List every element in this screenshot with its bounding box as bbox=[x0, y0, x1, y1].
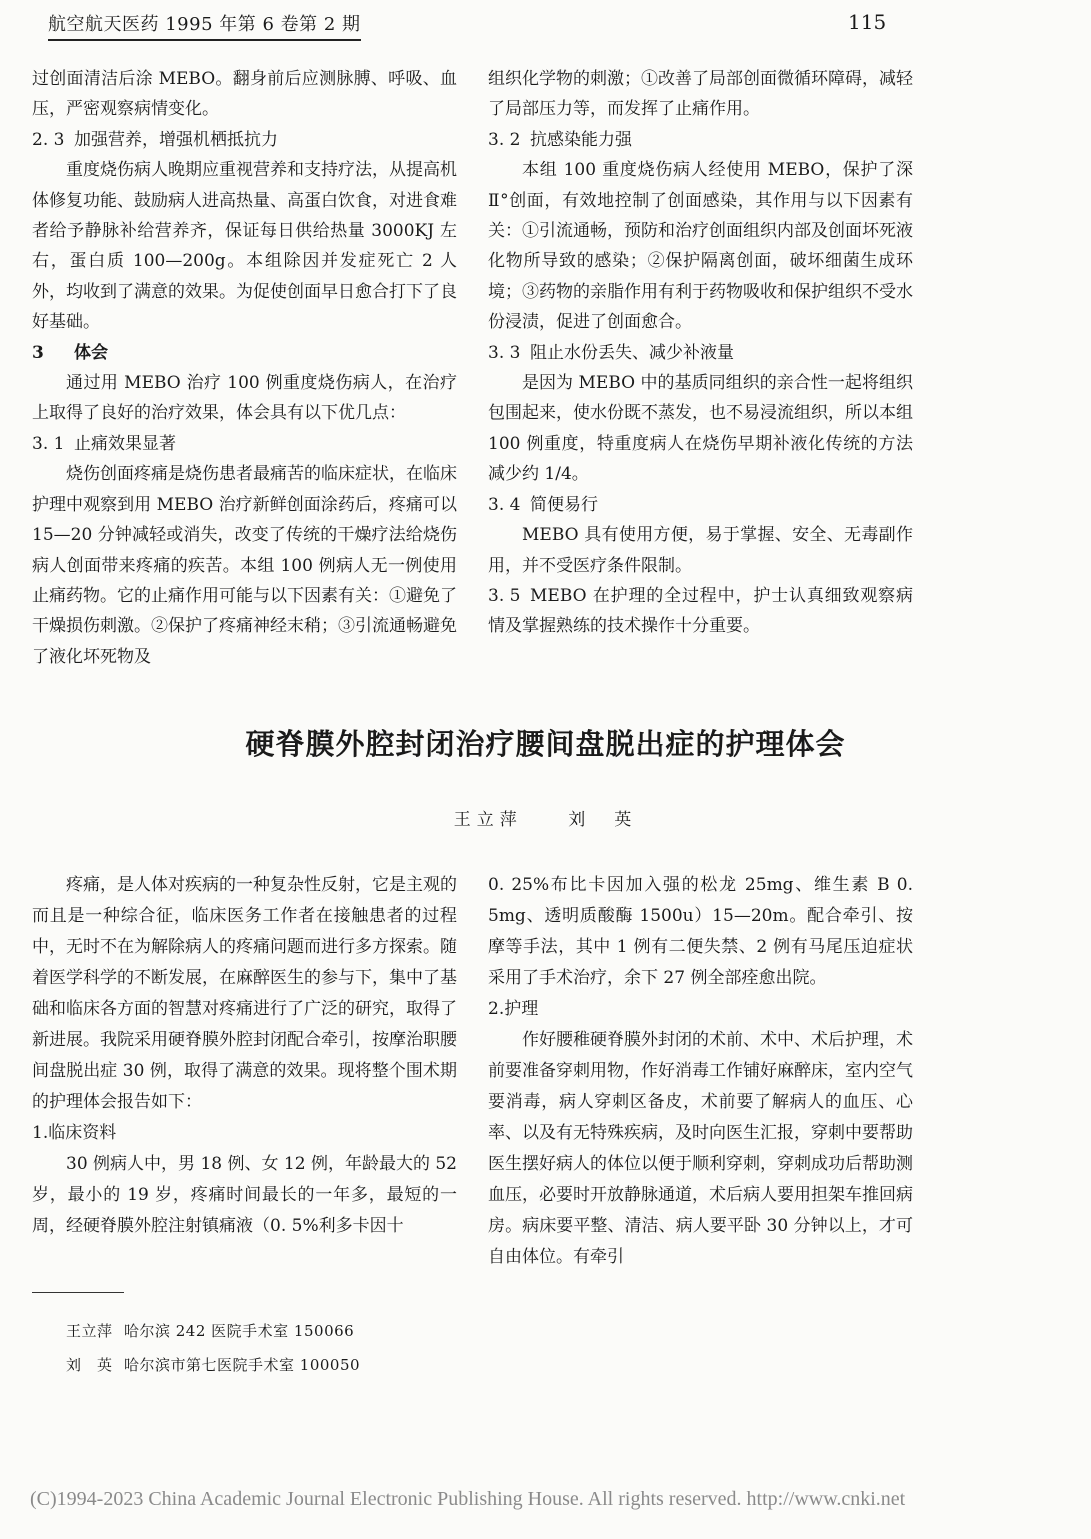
author-2: 刘 英 bbox=[568, 810, 638, 830]
heading-text: 体会 bbox=[74, 342, 108, 363]
page-number: 115 bbox=[848, 10, 887, 34]
footnote-2-name: 刘 英 bbox=[66, 1356, 113, 1374]
subsection-heading bbox=[488, 994, 913, 1025]
footnote-2 bbox=[66, 1354, 360, 1375]
heading-number: 1. bbox=[32, 1123, 49, 1143]
footnote-2-affiliation: 哈尔滨市第七医院手术室 100050 bbox=[124, 1356, 361, 1374]
heading-number: 2. bbox=[488, 999, 505, 1019]
paragraph: 疼痛，是人体对疾病的一种复杂性反射，它是主观的而且是一种综合征，临床医务工作者在接触患者的过程中，无时不在为解除病人的疼痛问题而进行多方探索。随着医学科学的不断发展，在麻醉医生的参与下，集中了基础和临床各方面的智慧对疼痛进行了广泛的研究，取得了新进展。我院采用硬脊膜外腔封闭配合牵引，按摩治职腰间盘脱出症 30 例，取得了满意的效果。现将整个围术期的护理体会报告如下： bbox=[32, 875, 457, 1112]
heading-text: 加强营养，增强机栖抵抗力 bbox=[74, 129, 278, 150]
paragraph: 烧伤创面疼痛是烧伤患者最痛苦的临床症状，在临床护理中观察到用 MEBO 治疗新鲜创面涂药后，疼痛可以 15—20 分钟减轻或消失，改变了传统的干燥疗法给烧伤病人创面带来疼痛的疾苦。本组 100 例病人无一例使用止痛药物。它的止痛作用可能与以下因素有关：①避免了干燥损伤刺激。②保护了疼痛神经末稍；③引流通畅避免了液化坏死物及 bbox=[32, 464, 457, 667]
paragraph: 是因为 MEBO 中的基质同组织的亲合性一起将组织包围起来，使水份既不蒸发，也不易浸流组织，所以本组 100 例重度，特重度病人在烧伤早期补液化传统的方法减少约 1/4。 bbox=[488, 373, 913, 485]
footnote-1 bbox=[66, 1320, 354, 1341]
heading-number: 2. 3 bbox=[32, 129, 65, 150]
paragraph: 作好腰稚硬脊膜外封闭的术前、术中、术后护理，术前要准备穿刺用物，作好消毒工作铺好麻醉床，室内空气要消毒，病人穿刺区备皮，术前要了解病人的血压、心率、以及有无特殊疾病，及时向医生汇报，穿刺中要帮助医生摆好病人的体位以便于顺利穿刺，穿刺成功后帮助测血压，必要时开放静脉通道，术后病人要用担架车推回病房。病床要平整、清洁、病人要平卧 30 分钟以上，才可自由体位。有牵引 bbox=[488, 1030, 913, 1267]
paragraph: 0. 25%布比卡因加入强的松龙 25mg、维生素 B 0. 5mg、透明质酸酶 1500u）15—20m。配合牵引、按摩等手法，其中 1 例有二便失禁、2 例有马尾压迫症状采用了手术治疗，余下 27 例全部痊愈出院。 bbox=[488, 875, 913, 988]
heading-number: 3. 3 bbox=[488, 342, 521, 363]
article-title: 硬脊膜外腔封闭治疗腰间盘脱出症的护理体会 bbox=[245, 727, 846, 761]
footnote-rule bbox=[32, 1292, 124, 1293]
lower-right-column bbox=[488, 870, 913, 1273]
footnote-1-name: 王立萍 bbox=[66, 1322, 113, 1340]
subsection-heading bbox=[32, 429, 457, 459]
subsection-heading bbox=[32, 1118, 457, 1149]
heading-number: 3. 4 bbox=[488, 494, 521, 515]
heading-text: 护理 bbox=[504, 999, 539, 1019]
heading-number: 3. 1 bbox=[32, 433, 65, 454]
heading-text: 止痛效果显著 bbox=[74, 433, 176, 454]
paragraph: 通过用 MEBO 治疗 100 例重度烧伤病人，在治疗上取得了良好的治疗效果，体会具有以下优几点： bbox=[32, 373, 457, 424]
heading-text: MEBO 在护理的全过程中，护士认真细致观察病情及掌握熟练的技术操作十分重要。 bbox=[488, 585, 913, 637]
paragraph: 过创面清洁后涂 MEBO。翻身前后应测脉膊、呼吸、血压，严密观察病情变化。 bbox=[32, 69, 457, 120]
heading-text: 简便易行 bbox=[530, 494, 598, 515]
heading-text: 抗感染能力强 bbox=[530, 129, 632, 150]
heading-number: 3 bbox=[32, 342, 44, 363]
lower-left-column bbox=[32, 870, 457, 1242]
section-heading bbox=[32, 338, 457, 368]
subsection-heading bbox=[488, 125, 913, 155]
footnote-1-affiliation: 哈尔滨 242 医院手术室 150066 bbox=[124, 1322, 355, 1340]
subsection-heading bbox=[488, 490, 913, 520]
heading-text: 临床资料 bbox=[48, 1123, 117, 1143]
subsection-heading bbox=[32, 125, 457, 155]
paragraph: 组织化学物的刺激；①改善了局部创面微循环障碍，减轻了局部压力等，而发挥了止痛作用。 bbox=[488, 69, 913, 120]
upper-left-column bbox=[32, 64, 457, 672]
copyright-notice: (C)1994-2023 China Academic Journal Electronic Publishing House. All rights reserved. http://www.cnki.net bbox=[30, 1488, 906, 1510]
paragraph: 重度烧伤病人晚期应重视营养和支持疗法，从提高机体修复功能、鼓励病人进高热量、高蛋白饮食，对进食难者给予静脉补给营养齐，保证每日供给热量 3000KJ 左右，蛋白质 100—200g。本组除因并发症死亡 2 人外，均收到了满意的效果。为促使创面早日愈合打下了良好基础。 bbox=[32, 160, 457, 333]
paragraph: 本组 100 重度烧伤病人经使用 MEBO，保护了深Ⅱ°创面，有效地控制了创面感染，其作用与以下因素有关：①引流通畅，预防和治疗创面组织内部及创面坏死液化物所导致的感染；②保护隔离创面，破坏细菌生成环境；③药物的亲脂作用有利于药物吸收和保护组织不受水份浸渍，促进了创面愈合。 bbox=[488, 160, 913, 333]
heading-number: 3. 5 bbox=[488, 585, 521, 606]
journal-header: 航空航天医药 1995 年第 6 卷第 2 期 bbox=[48, 10, 361, 41]
author-1: 王立萍 bbox=[453, 810, 523, 830]
subsection-heading bbox=[488, 581, 913, 642]
heading-text: 阻止水份丢失、减少补液量 bbox=[530, 342, 734, 363]
paragraph: 30 例病人中，男 18 例、女 12 例，年龄最大的 52 岁，最小的 19 岁，疼痛时间最长的一年多，最短的一周，经硬脊膜外腔注射镇痛液（0. 5%利多卡因十 bbox=[32, 1154, 457, 1236]
heading-number: 3. 2 bbox=[488, 129, 521, 150]
upper-right-column bbox=[488, 64, 913, 642]
authors bbox=[0, 805, 1091, 830]
subsection-heading bbox=[488, 338, 913, 368]
paragraph: MEBO 具有使用方便，易于掌握、安全、无毒副作用，并不受医疗条件限制。 bbox=[488, 525, 913, 576]
